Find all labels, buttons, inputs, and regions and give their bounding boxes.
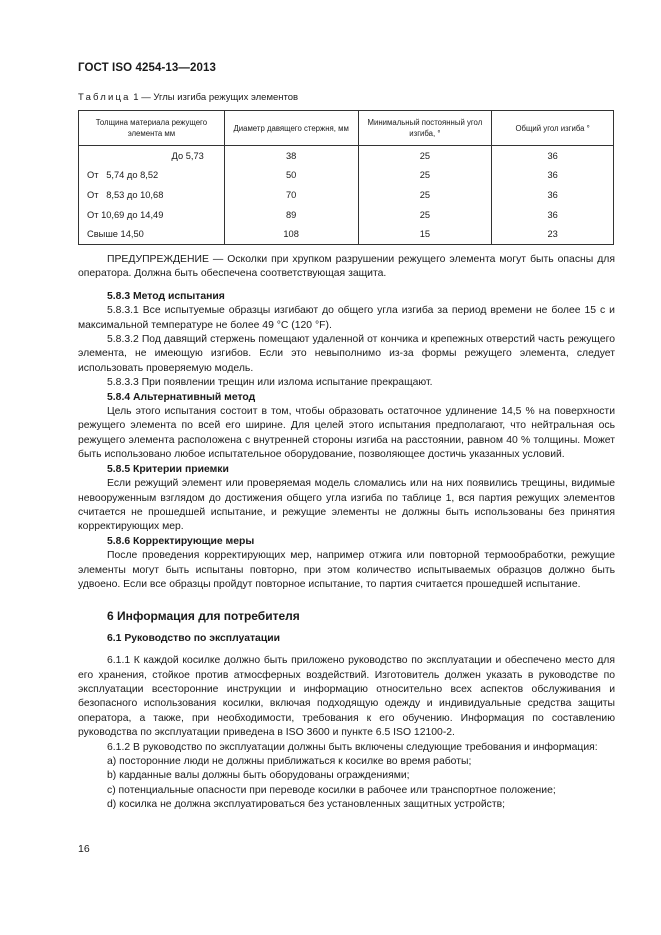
cell-min-angle: 25 xyxy=(358,166,492,186)
cell-total-angle: 36 xyxy=(492,166,614,186)
paragraph-5-8-6: После проведения корректирующих мер, например отжига или повторной термообработки, режущие элементы могут быть испытаны повторно, при этом количество испытываемых образцов должно быть удвоено. Если все образцы пройдут повторное испытание, то партия считается прошедшей испытание. xyxy=(78,550,615,590)
header-min-angle: Минимальный постоянный угол изгиба, ° xyxy=(358,111,492,146)
cell-diameter: 108 xyxy=(224,224,358,244)
table-header-row xyxy=(79,111,614,146)
cell-thickness: От 10,69 до 14,49 xyxy=(79,205,225,225)
paragraph-5-8-4: Цель этого испытания состоит в том, чтобы образовать остаточное удлинение 14,5 % на поверхности режущего элемента по всей его ширине. Для целей этого испытания предполагают, что нейтральная ось режущего элемента расположена с внутренней стороны изгиба на расстоянии, равном 40 % толщины. Может быть использовано любое испытательное оборудование, позволяющее достичь указанных условий. xyxy=(78,406,615,461)
warning-paragraph: ПРЕДУПРЕЖДЕНИЕ — Осколки при хрупком разрушении режущего элемента могут быть опасны для оператора. Должна быть обеспечена соответствующая защита. xyxy=(78,254,615,280)
cell-diameter: 70 xyxy=(224,185,358,205)
cell-thickness: От 5,74 до 8,52 xyxy=(79,166,225,186)
section-heading-6-1: 6.1 Руководство по эксплуатации xyxy=(107,632,281,644)
cell-thickness: От 8,53 до 10,68 xyxy=(79,185,225,205)
bend-angle-table xyxy=(78,110,614,245)
section-heading-5-8-3: 5.8.3 Метод испытания xyxy=(107,290,225,302)
cell-thickness: До 5,73 xyxy=(79,146,225,166)
header-thickness: Толщина материала режущего элемента мм xyxy=(79,111,225,146)
cell-min-angle: 25 xyxy=(358,185,492,205)
paragraph-5-8-3-1: 5.8.3.1 Все испытуемые образцы изгибают до общего угла изгиба за период времени не более 15 с и максимальной температуре не более 49 °С (120 °F). xyxy=(78,305,615,331)
table-caption-label: Таблица xyxy=(78,92,131,103)
table-row xyxy=(79,146,614,166)
table-caption xyxy=(78,92,298,103)
section-heading-6: 6 Информация для потребителя xyxy=(107,609,300,624)
table-row xyxy=(79,224,614,244)
table-row xyxy=(79,205,614,225)
page-number: 16 xyxy=(78,843,90,855)
paragraph-6-1-1: 6.1.1 К каждой косилке должно быть приложено руководство по эксплуатации и обеспечено место для его хранения, стойкое против атмосферных воздействий. Изготовитель должен указать в руководстве по эксплуатации всесторонние инструкции и информацию относительно всех аспектов обслуживания и безопасного использования косилки, включая подходящую одежду и индивидуальные средства защиты оператора, а также, при необходимости, требования к его обучению. Информация по составлению руководства по эксплуатации приведена в ISO 3600 и пункте 6.5 ISO 12100-2. xyxy=(78,655,615,739)
table-caption-text: 1 — Углы изгиба режущих элементов xyxy=(130,92,299,103)
paragraph-5-8-3-2: 5.8.3.2 Под давящий стержень помещают удаленной от кончика и крепежных отверстий часть режущего элемента, не имеющую изгибов. Если это невыполнимо из-за формы режущего элемента, следует использовать проверяемую модель. xyxy=(78,334,615,374)
header-total-angle: Общий угол изгиба ° xyxy=(492,111,614,146)
list-item: а) посторонние люди не должны приближаться к косилке во время работы; xyxy=(107,756,472,767)
cell-total-angle: 36 xyxy=(492,205,614,225)
paragraph-5-8-3-3: 5.8.3.3 При появлении трещин или излома испытание прекращают. xyxy=(107,377,433,389)
list-item: d) косилка не должна эксплуатироваться без установленных защитных устройств; xyxy=(107,799,506,811)
list-item: c) потенциальные опасности при переводе косилки в рабочее или транспортное положение; xyxy=(107,784,556,796)
document-header: ГОСТ ISO 4254-13—2013 xyxy=(78,62,216,74)
cell-diameter: 89 xyxy=(224,205,358,225)
cell-total-angle: 36 xyxy=(492,185,614,205)
body-text xyxy=(78,253,615,813)
paragraph-5-8-5: Если режущий элемент или проверяемая модель сломались или на них появились трещины, видимые невооруженным взглядом до достижения общего угла изгиба по таблице 1, вся партия режущих элементов считается не прошедшей испытание, и режущие элементы не должны быть использованы без принятия корректирующих мер. xyxy=(78,478,615,533)
cell-min-angle: 25 xyxy=(358,146,492,166)
section-heading-5-8-5: 5.8.5 Критерии приемки xyxy=(107,463,229,475)
header-rod-diameter: Диаметр давящего стержня, мм xyxy=(224,111,358,146)
cell-thickness: Свыше 14,50 xyxy=(79,224,225,244)
paragraph-6-1-2: 6.1.2 В руководство по эксплуатации должны быть включены следующие требования и информация: xyxy=(107,741,598,753)
section-heading-5-8-6: 5.8.6 Корректирующие меры xyxy=(107,535,255,547)
cell-total-angle: 23 xyxy=(492,224,614,244)
cell-min-angle: 25 xyxy=(358,205,492,225)
section-heading-5-8-4: 5.8.4 Альтернативный метод xyxy=(107,391,256,403)
cell-diameter: 50 xyxy=(224,166,358,186)
list-item: b) карданные валы должны быть оборудованы ограждениями; xyxy=(107,770,410,782)
table-row xyxy=(79,185,614,205)
cell-min-angle: 15 xyxy=(358,224,492,244)
cell-total-angle: 36 xyxy=(492,146,614,166)
cell-diameter: 38 xyxy=(224,146,358,166)
table-row xyxy=(79,166,614,186)
